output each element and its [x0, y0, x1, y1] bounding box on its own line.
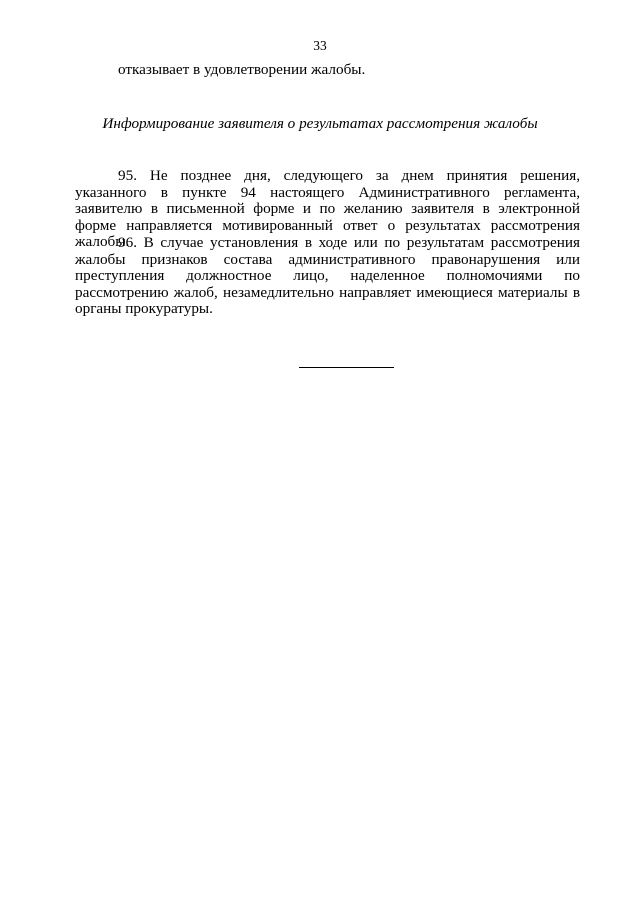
paragraph-95: 95. Не позднее дня, следующего за днем принятия решения, указанного в пункте 94 настоящего Административного регламента, заявителю в письменной форме и по желанию заявителя в электронной форме направляется мотивированный ответ о результатах рассмотрения жалобы. [75, 167, 580, 251]
page-number: 33 [313, 38, 327, 53]
continuation-text: отказывает в удовлетворении жалобы. [118, 61, 366, 78]
section-heading: Информирование заявителя о результатах рассмотрения жалобы [102, 115, 538, 132]
paragraph-96: 96. В случае установления в ходе или по результатам рассмотрения жалобы признаков состава административного правонарушения или преступления должностное лицо, наделенное полномочиями по рассмотрению жалоб, незамедлительно направляет имеющиеся материалы в органы прокуратуры. [75, 234, 580, 318]
end-of-document-rule [299, 367, 394, 368]
